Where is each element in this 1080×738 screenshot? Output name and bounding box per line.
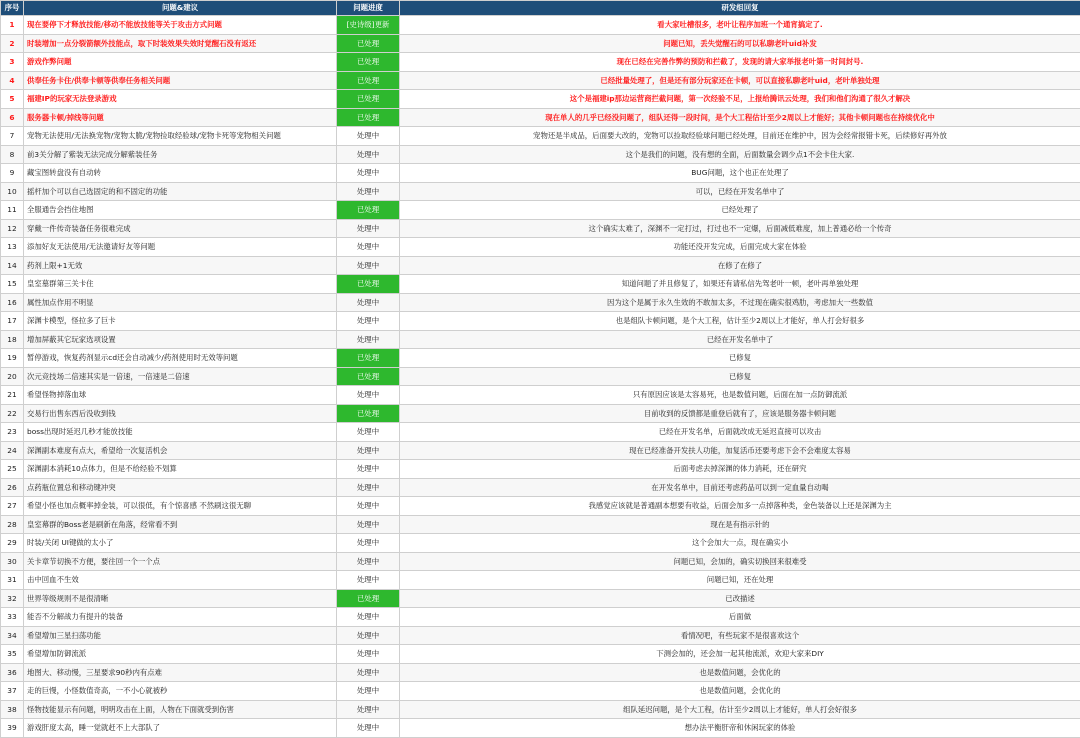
cell-reply: 也是数值问题，会优化的 [400, 682, 1080, 701]
table-row [1, 534, 1080, 553]
cell-issue: 皇室幕群的Boss老是刷新在角落，经常看不到 [24, 515, 337, 534]
cell-status: 处理中 [337, 386, 400, 405]
cell-reply: 已修复 [400, 349, 1080, 368]
cell-num: 22 [1, 404, 24, 423]
cell-num: 17 [1, 312, 24, 331]
cell-reply: 我感觉应该就是普通副本想要有收益，后面会加多一点掉落种类，金色装备以上还是深渊为主 [400, 497, 1080, 516]
cell-num: 35 [1, 645, 24, 664]
cell-reply: BUG问题，这个也正在处理了 [400, 164, 1080, 183]
cell-reply: 已经处理了 [400, 201, 1080, 220]
cell-status: 处理中 [337, 164, 400, 183]
cell-reply: 后面做 [400, 608, 1080, 627]
cell-status: 已处理 [337, 71, 400, 90]
cell-num: 3 [1, 53, 24, 72]
cell-issue: 世界等级规则不是很清晰 [24, 589, 337, 608]
cell-status: 处理中 [337, 719, 400, 738]
cell-status: 处理中 [337, 127, 400, 146]
cell-reply: 后面考虑去掉深渊的体力消耗，还在研究 [400, 460, 1080, 479]
cell-issue: 福建IP的玩家无法登录游戏 [24, 90, 337, 109]
cell-status: 处理中 [337, 682, 400, 701]
table-row [1, 349, 1080, 368]
cell-issue: 供奉任务卡住/供奉卡顿等供奉任务相关问题 [24, 71, 337, 90]
table-row [1, 312, 1080, 331]
cell-issue: 皇室墓群第三关卡住 [24, 275, 337, 294]
header-status: 问题进度 [337, 1, 400, 16]
cell-reply: 现在是有指示针的 [400, 515, 1080, 534]
table-row [1, 201, 1080, 220]
cell-issue: 地图大、移动慢，三星要求90秒内有点难 [24, 663, 337, 682]
cell-num: 25 [1, 460, 24, 479]
cell-status: 已处理 [337, 349, 400, 368]
cell-issue: 游戏作弊问题 [24, 53, 337, 72]
table-row [1, 127, 1080, 146]
table-row [1, 256, 1080, 275]
table-row [1, 478, 1080, 497]
cell-reply: 已经批量处理了，但是还有部分玩家还在卡顿，可以直接私聊老叶uid，老叶单独处理 [400, 71, 1080, 90]
cell-reply: 已修复 [400, 367, 1080, 386]
cell-reply: 看大家吐槽很多，老叶让程序加班一个通宵搞定了. [400, 16, 1080, 35]
cell-num: 23 [1, 423, 24, 442]
cell-num: 21 [1, 386, 24, 405]
table-row [1, 275, 1080, 294]
cell-num: 15 [1, 275, 24, 294]
cell-status: 处理中 [337, 700, 400, 719]
cell-issue: 交易行出售东西后没收到钱 [24, 404, 337, 423]
cell-reply: 已经在开发名单中了 [400, 330, 1080, 349]
cell-num: 16 [1, 293, 24, 312]
cell-status: 处理中 [337, 312, 400, 331]
cell-status: 处理中 [337, 293, 400, 312]
cell-status: 已处理 [337, 201, 400, 220]
table-row [1, 682, 1080, 701]
cell-reply: 这个是福建ip那边运营商拦截问题，第一次经验不足，上报给腾讯云处理，我们和他们沟通了很久才解决 [400, 90, 1080, 109]
cell-num: 19 [1, 349, 24, 368]
cell-reply: 现在单人的几乎已经没问题了，组队还得一段时间，是个大工程估计至少2周以上才能好；其他卡顿问题也在持续优化中 [400, 108, 1080, 127]
table-row [1, 552, 1080, 571]
cell-issue: 希望小怪也加点概率掉金装，可以很低，有个惊喜感 不然刷这很无聊 [24, 497, 337, 516]
cell-num: 26 [1, 478, 24, 497]
cell-issue: 全服通告会挡住地图 [24, 201, 337, 220]
cell-status: 已处理 [337, 108, 400, 127]
cell-status: 处理中 [337, 219, 400, 238]
table-row [1, 164, 1080, 183]
table-row [1, 571, 1080, 590]
cell-status: 处理中 [337, 441, 400, 460]
cell-status: 处理中 [337, 552, 400, 571]
cell-issue: 游戏肝度太高，睡一觉就赶不上大部队了 [24, 719, 337, 738]
cell-issue: 希望增加防御流派 [24, 645, 337, 664]
cell-issue: 怪物技能显示有问题，明明攻击在上面，人物在下面就受到伤害 [24, 700, 337, 719]
cell-issue: 增加屏蔽其它玩家选项设置 [24, 330, 337, 349]
cell-reply: 现在已经准备开发扶人功能，加复活币还要考虑下会不会难度太容易 [400, 441, 1080, 460]
table-row [1, 663, 1080, 682]
cell-issue: 宠物无法使用/无法换宠物/宠物太脆/宠物捡取经验球/宠物卡死等宠物相关问题 [24, 127, 337, 146]
table-row [1, 238, 1080, 257]
table-row [1, 460, 1080, 479]
cell-num: 29 [1, 534, 24, 553]
cell-issue: 点药瓶位置总和移动键冲突 [24, 478, 337, 497]
table-row [1, 626, 1080, 645]
cell-num: 33 [1, 608, 24, 627]
cell-num: 37 [1, 682, 24, 701]
cell-num: 31 [1, 571, 24, 590]
cell-status: 已处理 [337, 404, 400, 423]
cell-num: 5 [1, 90, 24, 109]
cell-issue: 药剂上限+1无效 [24, 256, 337, 275]
cell-reply: 问题已知，还在处理 [400, 571, 1080, 590]
table-row [1, 404, 1080, 423]
cell-issue: 深渊卡模型，怪拉多了巨卡 [24, 312, 337, 331]
table-row [1, 497, 1080, 516]
table-row [1, 293, 1080, 312]
cell-status: [史诗级]更新 [337, 16, 400, 35]
table-row [1, 645, 1080, 664]
table-row [1, 700, 1080, 719]
cell-issue: 服务器卡顿/掉线等问题 [24, 108, 337, 127]
cell-num: 11 [1, 201, 24, 220]
cell-reply: 功能还没开发完成，后面完成大家在体验 [400, 238, 1080, 257]
cell-reply: 已改描述 [400, 589, 1080, 608]
cell-num: 7 [1, 127, 24, 146]
cell-num: 38 [1, 700, 24, 719]
cell-num: 34 [1, 626, 24, 645]
cell-status: 处理中 [337, 626, 400, 645]
table-row [1, 589, 1080, 608]
cell-reply: 可以，已经在开发名单中了 [400, 182, 1080, 201]
cell-reply: 只有原因应该是太容易死，也是数值问题，后面在加一点防御流派 [400, 386, 1080, 405]
cell-issue: 藏宝图转盘没有自动转 [24, 164, 337, 183]
cell-reply: 已经在开发名单，后面就改成无延迟直接可以攻击 [400, 423, 1080, 442]
table-row [1, 16, 1080, 35]
header-row [1, 1, 1080, 16]
cell-num: 4 [1, 71, 24, 90]
cell-status: 处理中 [337, 571, 400, 590]
cell-num: 27 [1, 497, 24, 516]
table-row [1, 219, 1080, 238]
cell-status: 已处理 [337, 275, 400, 294]
cell-reply: 也是组队卡顿问题，是个大工程，估计至少2周以上才能好，单人打会好很多 [400, 312, 1080, 331]
cell-issue: boss出现时延迟几秒才能放技能 [24, 423, 337, 442]
cell-status: 处理中 [337, 608, 400, 627]
cell-num: 14 [1, 256, 24, 275]
cell-num: 36 [1, 663, 24, 682]
table-row [1, 53, 1080, 72]
cell-num: 32 [1, 589, 24, 608]
table-row [1, 367, 1080, 386]
cell-status: 处理中 [337, 497, 400, 516]
cell-num: 13 [1, 238, 24, 257]
cell-status: 处理中 [337, 238, 400, 257]
cell-issue: 关卡章节切换不方便，要往回一个一个点 [24, 552, 337, 571]
cell-reply: 组队延迟问题，是个大工程，估计至少2周以上才能好，单人打会好很多 [400, 700, 1080, 719]
cell-reply: 这个确实太难了，深渊不一定打过，打过也不一定爆，后面减低难度，加上普通必给一个传奇 [400, 219, 1080, 238]
cell-status: 已处理 [337, 589, 400, 608]
table-row [1, 386, 1080, 405]
cell-status: 处理中 [337, 534, 400, 553]
cell-reply: 宠物还是半成品，后面要大改的，宠物可以捡取经验球问题已经处理，目前还在维护中，因为会经常报错卡死，后续修好再外放 [400, 127, 1080, 146]
cell-issue: 暂停游戏，恢复药剂显示cd还会自动减少/药剂使用时无效等问题 [24, 349, 337, 368]
cell-reply: 现在已经在完善作弊的预防和拦截了，发现的请大家举报老叶第一时间封号. [400, 53, 1080, 72]
cell-num: 39 [1, 719, 24, 738]
cell-status: 已处理 [337, 34, 400, 53]
table-row [1, 330, 1080, 349]
cell-reply: 想办法平衡肝帝和休闲玩家的体验 [400, 719, 1080, 738]
cell-status: 处理中 [337, 515, 400, 534]
cell-issue: 希望增加三星扫荡功能 [24, 626, 337, 645]
cell-issue: 击中回血不生效 [24, 571, 337, 590]
table-row [1, 108, 1080, 127]
cell-issue: 添加好友无法使用/无法邀请好友等问题 [24, 238, 337, 257]
cell-num: 18 [1, 330, 24, 349]
cell-reply: 在开发名单中，目前还考虑药品可以到一定血量自动喝 [400, 478, 1080, 497]
cell-status: 处理中 [337, 645, 400, 664]
cell-reply: 这个是我们的问题，没有想的全面，后面数量会调少点1不会卡住大家. [400, 145, 1080, 164]
cell-num: 24 [1, 441, 24, 460]
cell-num: 12 [1, 219, 24, 238]
cell-num: 20 [1, 367, 24, 386]
cell-issue: 属性加点作用不明显 [24, 293, 337, 312]
cell-status: 处理中 [337, 478, 400, 497]
cell-num: 2 [1, 34, 24, 53]
cell-reply: 这个会加大一点，现在确实小 [400, 534, 1080, 553]
cell-num: 9 [1, 164, 24, 183]
cell-reply: 问题已知，会加的，确实切换回来很难受 [400, 552, 1080, 571]
cell-status: 处理中 [337, 182, 400, 201]
table-row [1, 441, 1080, 460]
cell-status: 处理中 [337, 663, 400, 682]
cell-issue: 穿戴一件传奇装备任务很难完成 [24, 219, 337, 238]
cell-issue: 深渊副本消耗10点体力，但是不给经验不划算 [24, 460, 337, 479]
header-num: 序号 [1, 1, 24, 16]
cell-status: 处理中 [337, 145, 400, 164]
cell-status: 已处理 [337, 367, 400, 386]
table-row [1, 182, 1080, 201]
cell-reply: 知道问题了并且修复了，如果还有请私信先驾老叶一顿，老叶再单独处理 [400, 275, 1080, 294]
cell-status: 处理中 [337, 460, 400, 479]
cell-reply: 也是数值问题，会优化的 [400, 663, 1080, 682]
cell-issue: 摇杆加个可以自己选固定的和不固定的功能 [24, 182, 337, 201]
table-row [1, 423, 1080, 442]
cell-num: 30 [1, 552, 24, 571]
table-row [1, 90, 1080, 109]
cell-issue: 走的巨慢，小怪数值奇高，一不小心就被秒 [24, 682, 337, 701]
cell-reply: 下测会加的，还会加一起其他流派，欢迎大家来DIY [400, 645, 1080, 664]
cell-issue: 现在要停下才释放技能/移动不能放技能等关于攻击方式问题 [24, 16, 337, 35]
cell-reply: 目前收到的反馈都是重登后就有了，应该是服务器卡顿问题 [400, 404, 1080, 423]
cell-issue: 时装/关闭 UI键做的太小了 [24, 534, 337, 553]
table-row [1, 608, 1080, 627]
cell-num: 10 [1, 182, 24, 201]
cell-issue: 希望怪物掉落血球 [24, 386, 337, 405]
cell-issue: 前3关分解了紫装无法完成分解紫装任务 [24, 145, 337, 164]
cell-issue: 次元竞技场二倍速其实是一倍速，一倍速是二倍速 [24, 367, 337, 386]
header-reply: 研发组回复 [400, 1, 1080, 16]
cell-issue: 时装增加一点分裂箭额外技能点，取下时装效果失效时觉醒石没有返还 [24, 34, 337, 53]
cell-num: 6 [1, 108, 24, 127]
cell-issue: 能否不分解战力有提升的装备 [24, 608, 337, 627]
table-row [1, 145, 1080, 164]
cell-num: 8 [1, 145, 24, 164]
cell-reply: 看情况吧，有些玩家不是很喜欢这个 [400, 626, 1080, 645]
cell-status: 处理中 [337, 256, 400, 275]
cell-num: 1 [1, 16, 24, 35]
header-issue: 问题&建议 [24, 1, 337, 16]
cell-issue: 深渊副本难度有点大，希望给一次复活机会 [24, 441, 337, 460]
table-row [1, 71, 1080, 90]
cell-status: 已处理 [337, 53, 400, 72]
table-row [1, 515, 1080, 534]
cell-reply: 在修了在修了 [400, 256, 1080, 275]
table-row [1, 719, 1080, 738]
cell-reply: 因为这个是属于永久生效的不敢加太多，不过现在确实很鸡肋，考虑加大一些数值 [400, 293, 1080, 312]
cell-status: 已处理 [337, 90, 400, 109]
cell-reply: 问题已知，丢失觉醒石的可以私聊老叶uid补发 [400, 34, 1080, 53]
cell-status: 处理中 [337, 330, 400, 349]
cell-status: 处理中 [337, 423, 400, 442]
cell-num: 28 [1, 515, 24, 534]
table-row [1, 34, 1080, 53]
